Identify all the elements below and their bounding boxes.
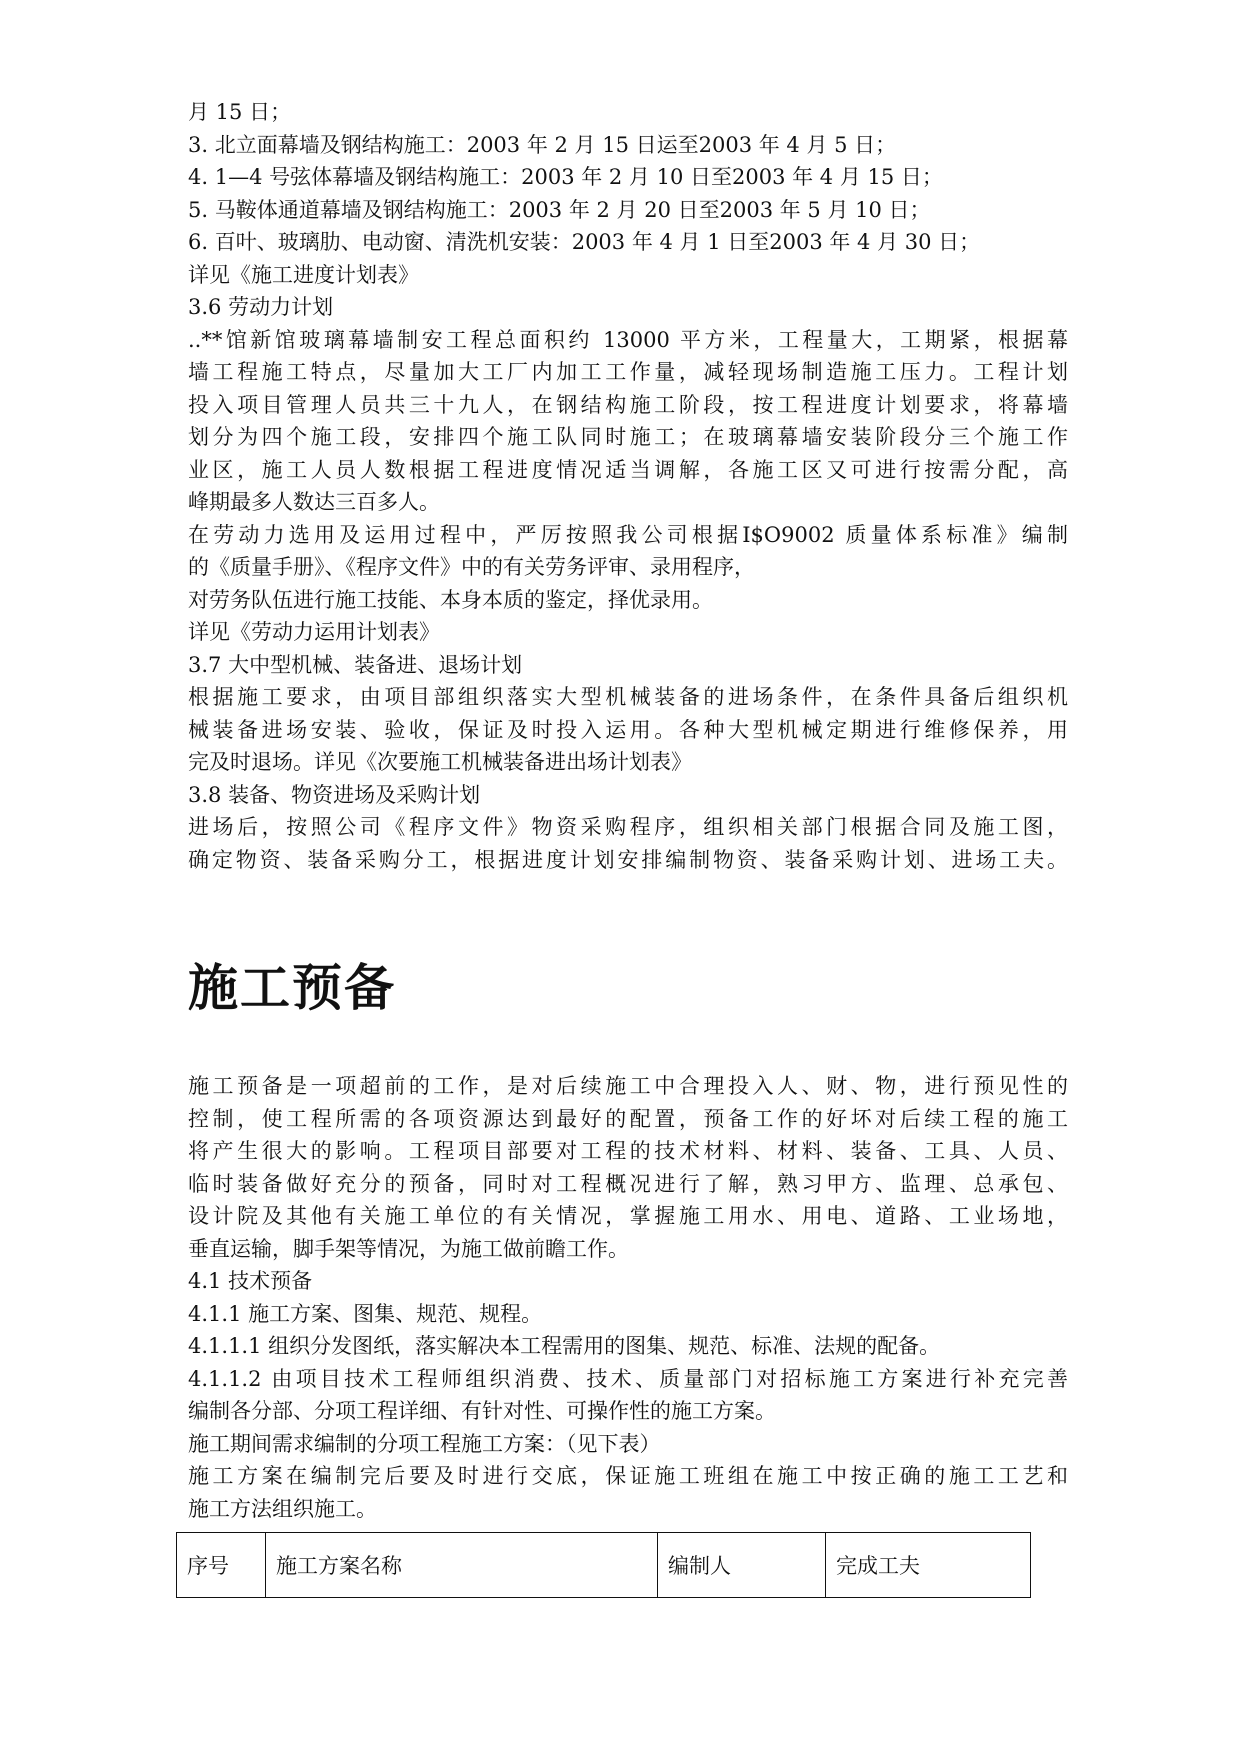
section-schedule-text xyxy=(188,96,1068,876)
paragraph-line: 月 15 日； xyxy=(188,100,292,124)
section-preparation-text xyxy=(188,1070,1068,1525)
table-header-author: 编制人 xyxy=(658,1533,826,1598)
paragraph-line: 进场后，按照公司《程序文件》物资采购程序，组织相关部门根据合同及施工图， xyxy=(188,815,1068,839)
paragraph-line: 施工方案在编制完后要及时进行交底，保证施工班组在施工中按正确的施工工艺和 xyxy=(188,1464,1068,1488)
section-heading-3-6: 3.6 劳动力计划 xyxy=(188,295,334,319)
paragraph-line: 4.1.1.1 组织分发图纸，落实解决本工程需用的图集、规范、标准、法规的配备。 xyxy=(188,1334,941,1358)
table-header-completion-time: 完成工夫 xyxy=(826,1533,1031,1598)
paragraph-line: 械装备进场安装、验收，保证及时投入运用。各种大型机械定期进行维修保养，用 xyxy=(188,717,1068,742)
paragraph-line: 3. 北立面幕墙及钢结构施工：2003 年 2 月 15 日运至2003 年 4 月 5 日； xyxy=(188,132,897,157)
paragraph-line: 编制各分部、分项工程详细、有针对性、可操作性的施工方案。 xyxy=(188,1399,776,1423)
paragraph-line: 完及时退场。详见《次要施工机械装备进出场计划表》 xyxy=(188,750,692,774)
paragraph-line: 5. 马鞍体通道幕墙及钢结构施工：2003 年 2 月 20 日至2003 年 5 月 10 日； xyxy=(188,197,931,222)
paragraph-line: 墙工程施工特点，尽量加大工厂内加工工作量，减轻现场制造施工压力。工程计划 xyxy=(188,360,1068,384)
document-page xyxy=(188,96,1068,1525)
paragraph-line: 施工方法组织施工。 xyxy=(188,1496,377,1521)
paragraph-line: 6. 百叶、玻璃肋、电动窗、清洗机安装：2003 年 4 月 1 日至2003 年 4 月 30 日； xyxy=(188,230,981,254)
paragraph-line: 的《质量手册》、《程序文件》中的有关劳务评审、录用程序， xyxy=(188,555,755,579)
section-heading-3-7: 3.7 大中型机械、装备进、退场计划 xyxy=(188,652,523,677)
paragraph-line: 控制，使工程所需的各项资源达到最好的配置，预备工作的好坏对后续工程的施工 xyxy=(188,1106,1068,1131)
paragraph-line: 划分为四个施工段，安排四个施工队同时施工；在玻璃幕墙安装阶段分三个施工作 xyxy=(188,425,1068,449)
section-heading-4-1: 4.1 技术预备 xyxy=(188,1269,313,1293)
paragraph-line: 详见《劳动力运用计划表》 xyxy=(188,620,440,644)
paragraph-line: ..**馆新馆玻璃幕墙制安工程总面积约 13000 平方米，工程量大，工期紧，根据幕 xyxy=(188,327,1068,352)
table-header-row xyxy=(177,1533,1031,1598)
paragraph-line: 施工期间需求编制的分项工程施工方案：（见下表） xyxy=(188,1431,661,1456)
paragraph-line: 垂直运输，脚手架等情况，为施工做前瞻工作。 xyxy=(188,1236,629,1261)
paragraph-line: 4.1.1.2 由项目技术工程师组织消费、技术、质量部门对招标施工方案进行补充完善 xyxy=(188,1366,1068,1391)
paragraph-line: 对劳务队伍进行施工技能、本身本质的鉴定，择优录用。 xyxy=(188,587,713,612)
paragraph-line: 设计院及其他有关施工单位的有关情况，掌握施工用水、用电、道路、工业场地， xyxy=(188,1204,1068,1228)
paragraph-line: 施工预备是一项超前的工作，是对后续施工中合理投入人、财、物，进行预见性的 xyxy=(188,1074,1068,1098)
paragraph-line: 临时装备做好充分的预备，同时对工程概况进行了解，熟习甲方、监理、总承包、 xyxy=(188,1171,1068,1196)
paragraph-line: 详见《施工进度计划表》 xyxy=(188,262,419,287)
table-header-plan-name: 施工方案名称 xyxy=(266,1533,658,1598)
construction-plan-table xyxy=(176,1532,1031,1598)
paragraph-line: 确定物资、装备采购分工，根据进度计划安排编制物资、装备采购计划、进场工夫。 xyxy=(188,847,1068,872)
table-header-index: 序号 xyxy=(177,1533,266,1598)
paragraph-line: 将产生很大的影响。工程项目部要对工程的技术材料、材料、装备、工具、人员、 xyxy=(188,1139,1068,1163)
paragraph-line: 业区，施工人员人数根据工程进度情况适当调解，各施工区又可进行按需分配，高 xyxy=(188,457,1068,482)
chapter-title: 施工预备 xyxy=(188,959,396,1017)
section-heading-3-8: 3.8 装备、物资进场及采购计划 xyxy=(188,782,481,807)
paragraph-line: 4. 1—4 号弦体幕墙及钢结构施工：2003 年 2 月 10 日至2003 年 4 月 15 日； xyxy=(188,165,943,189)
section-heading-4-1-1: 4.1.1 施工方案、图集、规范、规程。 xyxy=(188,1301,543,1326)
paragraph-line: 根据施工要求，由项目部组织落实大型机械装备的进场条件，在条件具备后组织机 xyxy=(188,685,1068,709)
paragraph-line: 投入项目管理人员共三十九人，在钢结构施工阶段，按工程进度计划要求，将幕墙 xyxy=(188,392,1068,417)
paragraph-line: 峰期最多人数达三百多人。 xyxy=(188,490,440,514)
paragraph-line: 在劳动力选用及运用过程中，严厉按照我公司根据I$O9002 质量体系标准》编制 xyxy=(188,522,1068,547)
